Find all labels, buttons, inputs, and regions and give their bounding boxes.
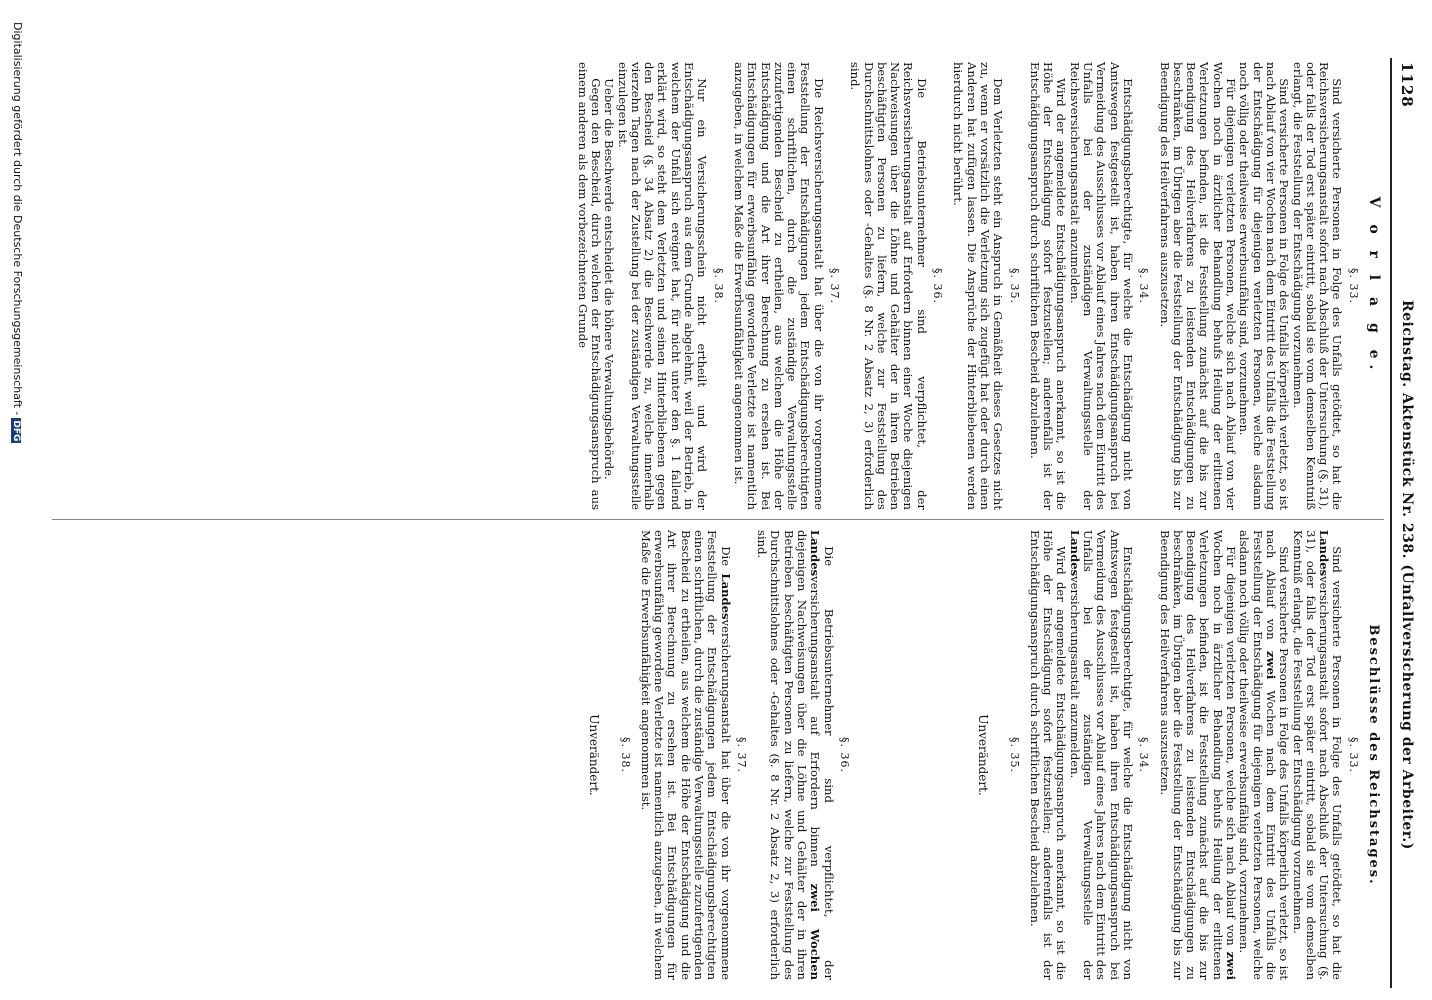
paragraph: Die Betriebsunternehmer sind verpflichtet, der Landesversicherungsanstalt auf Erfordern binnen zwei Wochen diejenigen Nachweisungen über die Löhne und Gehälter der in ihren Betrieben beschäftigten Personen zu liefern, welche zur Feststellung des Durchschnittslohnes oder -Gehaltes (§. 8 Nr. 2 Absatz 2, 3) erforderlich sind.	[755, 530, 836, 981]
paragraph: Entschädigungsberechtigte, für welche die Entschädigung nicht von Amtswegen festgestellt ist, haben ihren Entschädigungsanspruch bei Vermeidung des Ausschlusses vor Ablauf eines Jahres nach dem Eintritt des Unfalls bei der zuständigen Verwaltungsstelle der Landesversicherungsanstalt anzumelden.	[1067, 530, 1135, 980]
unchanged-note: Unverändert.	[976, 714, 991, 796]
digitization-footer	[11, 22, 24, 982]
section-heading: §. 35.	[1007, 268, 1021, 304]
section-heading: §. 35.	[1007, 737, 1021, 773]
section-heading: §. 37.	[734, 737, 748, 773]
section-heading: §. 36.	[837, 737, 851, 773]
page-header: Reichstag. Aktenstück Nr. 238. (Unfallversicherung der Arbeiter.)	[1399, 300, 1415, 850]
column-gap	[858, 530, 936, 980]
section-heading: §. 37.	[828, 268, 842, 304]
section-heading: §. 38.	[711, 268, 725, 304]
amendment-emphasis: zwei Wochen	[808, 883, 823, 981]
column-vorlage	[575, 62, 1380, 510]
paragraph: Dem Verletzten steht ein Anspruch in Gemäßheit dieses Gesetzes nicht zu, wenn er vorsätzlich die Verletzung sich zugefügt hat oder durch einen Anderen hat zufügen lassen. Die Ansprüche der Hinterbliebenen werden hierdurch nicht berührt.	[951, 62, 1006, 510]
section-heading: §. 33.	[1346, 268, 1360, 304]
unchanged-note: Unverändert.	[587, 714, 602, 796]
paragraph: Nur ein Versicherungsschein nicht ertheilt und wird der Entschädigungsanspruch aus dem Grunde abgelehnt, weil der Betrieb, in welchem der Unfall sich ereignet hat, für nicht unter den §. 1 fallend erklärt wird, so steht dem Verletzten und seinen Hinterbliebenen gegen den Bescheid (§. 34 Absatz 2) die Beschwerde zu, welche innerhalb vierzehn Tagen nach der Zustellung bei der zuständigen Verwaltungsstelle einzulegen ist.	[615, 62, 710, 510]
paragraph: Sind versicherte Personen in Folge des Unfalls getödtet, so hat die Landesversicherungsanstalt sofort nach Abschluß der Untersuchung (§. 31), oder falls der Tod erst später eintritt, sobald sie vom demselben Kenntniß erlangt, die Feststellung der Entschädigung vorzunehmen.	[1290, 530, 1345, 980]
section-heading: §. 38.	[618, 737, 632, 773]
amendment-emphasis: Landes	[1317, 530, 1332, 577]
paragraph: Sind versicherte Personen in Folge des Unfalls körperlich verletzt, so ist nach Ablauf von zwei Wochen nach dem Eintritt des Unfalls die Feststellung der Entschädigung für diejenigen verletzten Personen, welche alsdann noch völlig oder theilweise erwerbsunfähig sind, vorzunehmen.	[1237, 530, 1292, 980]
paragraph: Entschädigungsberechtigte, für welche die Entschädigung nicht von Amtswegen festgestellt ist, haben ihren Entschädigungsanspruch bei Vermeidung des Ausschlusses vor Ablauf eines Jahres nach dem Eintritt des Unfalls bei der zuständigen Verwaltungsstelle der Reichsversicherungsanstalt anzumelden.	[1067, 62, 1135, 510]
page-number: 1128	[1398, 62, 1416, 108]
amendment-emphasis: Landes	[1067, 530, 1082, 577]
paragraph: Die Landesversicherungsanstalt hat über die von ihr vorgenommene Feststellung der Entschädigungen jedem Entschädigungsberechtigten einen schriftlichen, durch die zuständige Verwaltungsstelle zuzufertigenden Bescheid zu ertheilen, aus welchem die Höhe der Entschädigung und die Art ihrer Berechnung zu ersehen ist. Bei Entschädigungen für erwerbsunfähig gewordene Verletzte ist namentlich anzugeben, in welchem Maße die Erwerbsunfähigkeit angenommen ist.	[638, 530, 733, 980]
column-title-vorlage: V o r l a g e.	[1366, 196, 1382, 376]
paragraph: Ueber die Beschwerde entscheidet die höhere Verwaltungsbehörde.	[602, 78, 617, 480]
section-heading: §. 34.	[1137, 268, 1151, 304]
amendment-emphasis: Landes	[718, 573, 733, 620]
section-heading: §. 34.	[1137, 737, 1151, 773]
paragraph: Sind versicherte Personen in Folge des Unfalls getödtet, so hat die Reichsversicherungsanstalt sofort nach Abschluß der Untersuchung (§. 31), oder falls der Tod erst später eintritt, sobald sie vom demselben Kenntniß erlangt, die Feststellung der Entschädigung vorzunehmen.	[1290, 62, 1345, 510]
amendment-emphasis: zwei	[1224, 951, 1239, 980]
paragraph: Gegen den Bescheid, durch welchen der Entschädigungsanspruch aus einem anderen als dem vorbezeichneten Grunde	[575, 62, 603, 510]
column-title-beschluesse: Beschlüsse des Reichstages.	[1366, 624, 1381, 886]
paragraph: Für diejenigen verletzten Personen, welche sich nach Ablauf von zwei Wochen noch in ärztlicher Behandlung behufs Heilung der erlittenen Verletzungen befinden, ist die Feststellung zunächst auf die bis zur Beendigung des Heilverfahrens zu leistenden Entschädigungen zu beschränken, im Übrigen aber die Feststellung der Entschädigung bis zur Beendigung des Heilverfahrens auszusetzen.	[1157, 530, 1239, 980]
amendment-emphasis: Landes	[808, 530, 823, 577]
dfg-logo: DFG	[11, 420, 21, 442]
footer-text: Digitalisierung gefördert durch die Deutsche Forschungsgemeinschaft -	[11, 22, 24, 416]
section-heading: §. 36.	[931, 268, 945, 304]
paragraph: Sind versicherte Personen in Folge des Unfalls körperlich verletzt, so ist nach Ablauf von vier Wochen nach dem Eintritt des Unfalls die Feststellung der Entschädigung für diejenigen verletzten Personen, welche alsdann noch völlig oder theilweise erwerbsunfähig sind, vorzunehmen.	[1237, 62, 1292, 510]
paragraph: Wird der angemeldete Entschädigungsanspruch anerkannt, so ist die Höhe der Entschädigung sofort festzustellen; anderenfalls ist der Entschädigungsanspruch durch schriftlichen Bescheid abzulehnen.	[1027, 530, 1069, 980]
paragraph: Wird der angemeldete Entschädigungsanspruch anerkannt, so ist die Höhe der Entschädigung sofort festzustellen; anderenfalls ist der Entschädigungsanspruch durch schriftlichen Bescheid abzulehnen.	[1027, 62, 1069, 510]
paragraph: Die Reichsversicherungsanstalt hat über die von ihr vorgenommene Feststellung der Entschädigungen jedem Entschädigungsberechtigten einen schriftlichen, durch die zuständige Verwaltungsstelle zuzufertigenden Bescheid zu ertheilen, aus welchem die Höhe der Entschädigung und die Art ihrer Berechnung zu ersehen ist. Bei Entschädigungen für erwerbsunfähig gewordene Verletzte ist namentlich anzugeben, in welchem Maße die Erwerbsunfähigkeit angenommen ist.	[731, 62, 826, 510]
header-rule	[1390, 58, 1392, 988]
column-beschluesse	[547, 530, 1380, 980]
section-heading: §. 33.	[1346, 737, 1360, 773]
column-divider	[52, 519, 1384, 520]
paragraph: Die Betriebsunternehmer sind verpflichtet, der Reichsversicherungsanstalt auf Erfordern binnen einer Woche diejenigen Nachweisungen über die Löhne und Gehälter der in ihren Betrieben beschäftigten Personen zu liefern, welche zur Feststellung des Durchschnittslohnes oder -Gehaltes (§. 8 Nr. 2 Absatz 2, 3) erforderlich sind.	[848, 62, 929, 510]
amendment-emphasis: zwei	[1263, 650, 1278, 680]
paragraph: Für diejenigen verletzten Personen, welche sich nach Ablauf von vier Wochen noch in ärztlicher Behandlung behufs Heilung der erlittenen Verletzungen befinden, ist die Feststellung zunächst auf die bis zur Beendigung des Heilverfahrens zu leistenden Entschädigungen zu beschränken, im Übrigen aber die Feststellung der Entschädigung bis zur Beendigung des Heilverfahrens auszusetzen.	[1157, 62, 1239, 510]
